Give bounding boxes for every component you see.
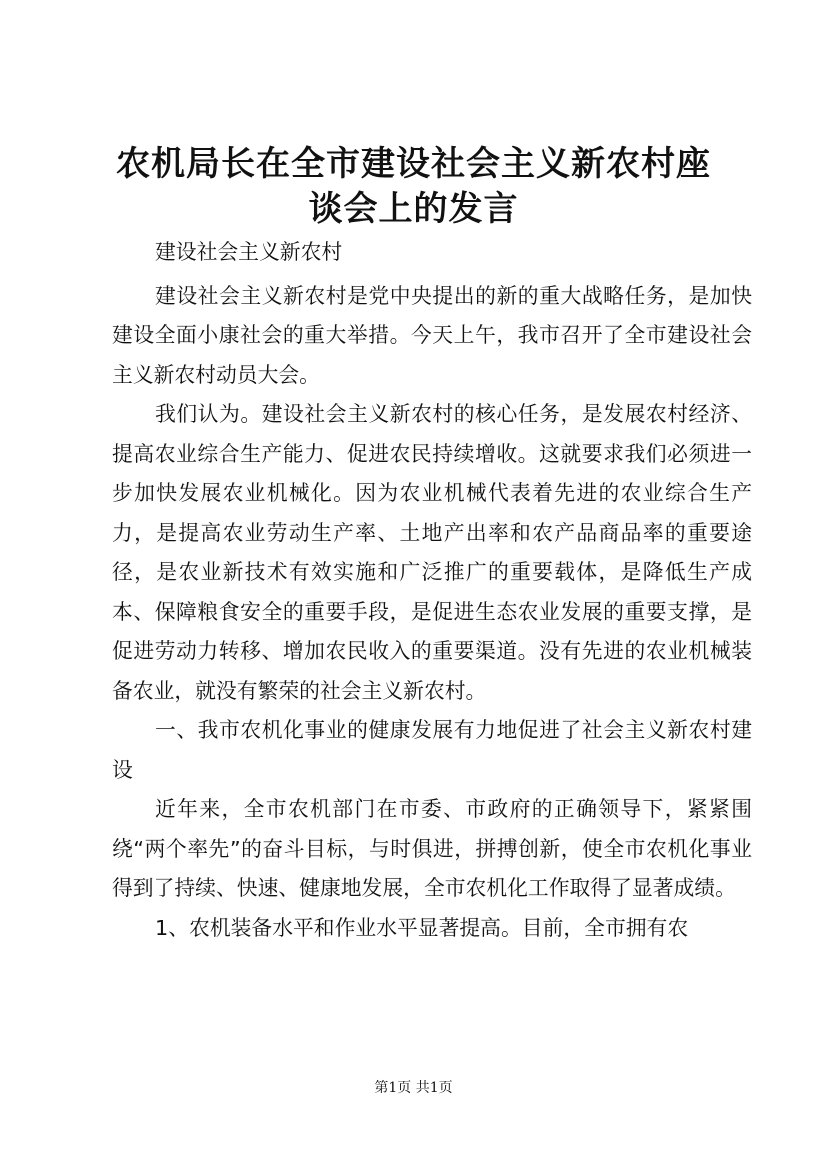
- paragraph-4: 一、我市农机化事业的健康发展有力地促进了社会主义新农村建设: [112, 718, 752, 782]
- document-body: [112, 233, 752, 948]
- document-title: 农机局长在全市建设社会主义新农村座谈会上的发言: [116, 144, 711, 229]
- page-footer: 第1页 共1页: [374, 1080, 453, 1096]
- paragraph-3: 我们认为。建设社会主义新农村的核心任务，是发展农村经济、提高农业综合生产能力、促进农民持续增收。这就要求我们必须进一步加快发展农业机械化。因为农业机械代表着先进的农业综合生产力，是提高农业劳动生产率、土地产出率和农产品商品率的重要途径，是农业新技术有效实施和广泛推广的重要载体，是降低生产成本、保障粮食安全的重要手段，是促进生态农业发展的重要支撑，是促进劳动力转移、增加农民收入的重要渠道。没有先进的农业机械装备农业，就没有繁荣的社会主义新农村。: [112, 402, 752, 703]
- paragraph-5: 近年来，全市农机部门在市委、市政府的正确领导下，紧紧围绕“两个率先”的奋斗目标，与时俱进，拼搏创新，使全市农机化事业得到了持续、快速、健康地发展，全市农机化工作取得了显著成绩。: [112, 797, 752, 900]
- paragraph-1: 建设社会主义新农村: [155, 240, 343, 264]
- paragraph-2: 建设社会主义新农村是党中央提出的新的重大战略任务，是加快建设全面小康社会的重大举措。今天上午，我市召开了全市建设社会主义新农村动员大会。: [112, 283, 752, 387]
- paragraph-6: 1、农机装备水平和作业水平显著提高。目前，全市拥有农: [155, 915, 689, 940]
